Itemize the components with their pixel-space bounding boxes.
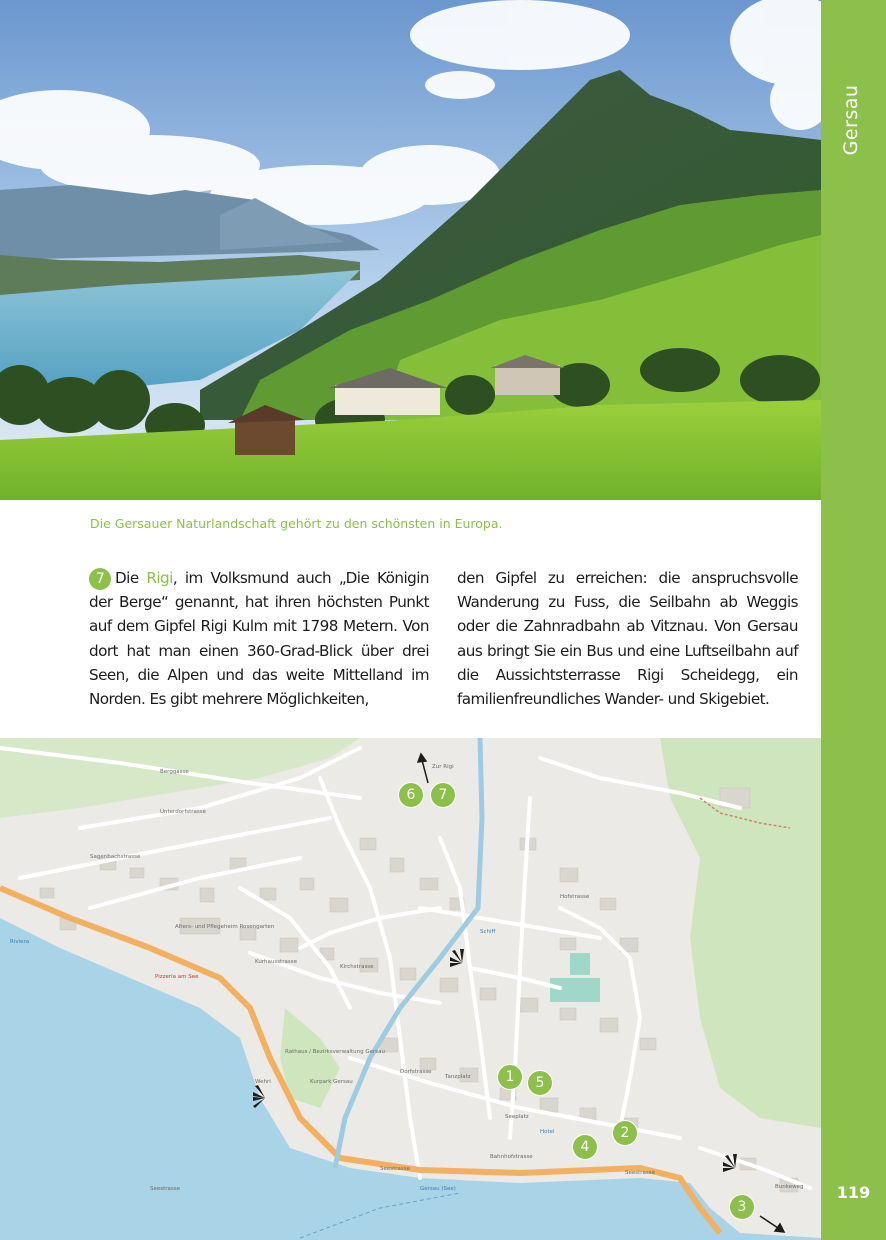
label-tanzplatz: Tanzplatz: [445, 1074, 471, 1080]
map-marker-5[interactable]: 5: [527, 1070, 553, 1096]
rigi-highlight: Rigi: [146, 569, 173, 587]
label-seestrasse-3: Seestrasse: [625, 1170, 656, 1176]
label-altersheim: Alters- und Pflegeheim Rosengarten: [175, 924, 275, 930]
label-berggasse: Berggasse: [160, 769, 189, 775]
label-seeplatz: Seeplatz: [505, 1114, 529, 1120]
map-canvas: [0, 738, 821, 1240]
label-riviera: Riviera: [10, 939, 30, 945]
label-seestrasse: Seestrasse: [150, 1186, 181, 1192]
chapter-sidebar: [821, 0, 886, 1240]
label-bahnhofstrasse: Bahnhofstrasse: [490, 1154, 533, 1160]
column-1-text: , im Volksmund auch „Die Königin der Berge“ genannt, hat ihren höchsten Punkt auf dem Gipfel Rigi Kulm mit 1798 Metern. Von dort hat man einen 360-Grad-Blick über drei Seen, die Alpen und das weite Mittelland im Norden. Es gibt mehrere Möglichkeiten,: [89, 569, 429, 709]
body-column-1: [89, 566, 429, 711]
label-kirchstrasse: Kirchstrasse: [340, 964, 374, 970]
map-marker-2[interactable]: 2: [612, 1120, 638, 1146]
map-marker-6[interactable]: 6: [398, 782, 424, 808]
label-sagenbachstrasse: Sagenbachstrasse: [90, 854, 141, 860]
map-marker-4[interactable]: 4: [572, 1134, 598, 1160]
map-marker-3[interactable]: 3: [729, 1194, 755, 1220]
label-unterdorfstrasse: Unterdorfstrasse: [160, 809, 207, 815]
map-marker-7[interactable]: 7: [430, 782, 456, 808]
intro-text: Die: [115, 569, 147, 587]
landscape-photo: [0, 0, 821, 500]
label-pizzeria: Pizzeria am See: [155, 974, 199, 980]
label-wehri: Wehri: [255, 1079, 271, 1085]
label-seestrasse-2: Seestrasse: [380, 1166, 411, 1172]
label-kurhausstrasse: Kurhausstrasse: [255, 959, 297, 965]
label-bunkeweg: Bunkeweg: [775, 1184, 804, 1190]
town-map: [0, 738, 821, 1240]
label-rigi-direction: Zur Rigi: [432, 764, 454, 770]
label-hotel: Hotel: [540, 1129, 555, 1135]
photo-caption: Die Gersauer Naturlandschaft gehört zu den schönsten in Europa.: [90, 516, 503, 531]
label-schiff: Schiff: [480, 929, 496, 935]
label-kurpark: Kurpark Gersau: [310, 1079, 353, 1085]
chapter-title: Gersau: [840, 84, 862, 156]
body-column-2: den Gipfel zu erreichen: die anspruchsvolle Wanderung zu Fuss, die Seilbahn ab Weggis oder die Zahnradbahn ab Vitznau. Von Gersau aus bringt Sie ein Bus und eine Luftseilbahn auf die Aussichtsterrasse Rigi Scheidegg, ein familienfreundliches Wander- und Skigebiet.: [457, 569, 798, 709]
map-marker-1[interactable]: 1: [497, 1064, 523, 1090]
number-badge: 7: [89, 568, 111, 590]
label-dorfstrasse: Dorfstrasse: [400, 1069, 432, 1075]
label-rathaus: Rathaus / Bezirksverwaltung Gersau: [285, 1049, 385, 1055]
label-gersau-see: Gersau (See): [420, 1186, 456, 1192]
page-number: 119: [836, 1183, 871, 1202]
label-hofstrasse: Hofstrasse: [560, 894, 590, 900]
